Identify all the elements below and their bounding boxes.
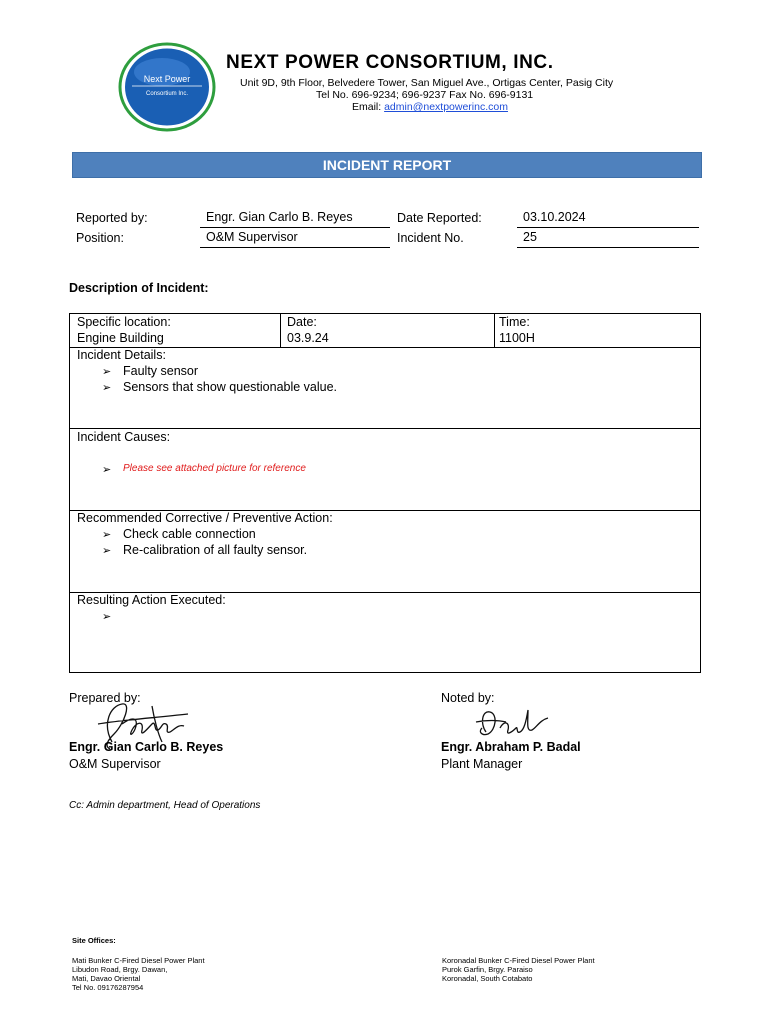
site-office-line: Libudon Road, Brgy. Dawan, [72,965,168,974]
site-office-left [72,956,205,992]
prepared-by-title: O&M Supervisor [69,757,161,771]
description-title: Description of Incident: [69,281,209,295]
bullet-arrow-icon: ➢ [102,545,112,557]
noted-by-name: Engr. Abraham P. Badal [441,740,581,754]
bullet-arrow-icon: ➢ [102,382,112,394]
time-value: 1100H [499,331,535,345]
bullet-arrow-icon: ➢ [102,529,112,541]
actions-label: Recommended Corrective / Preventive Action: [77,511,333,525]
site-office-line: Mati, Davao Oriental [72,974,141,983]
actions-item: Re-calibration of all faulty sensor. [123,543,308,557]
company-phone: Tel No. 696-9234; 696-9237 Fax No. 696-9131 [316,89,534,101]
col-divider [280,314,281,347]
date-label: Date: [287,315,317,329]
site-offices-label: Site Offices: [72,936,116,945]
actions-item: Check cable connection [123,527,256,541]
email-label: Email: [352,101,385,113]
site-office-line: Mati Bunker C-Fired Diesel Power Plant [72,956,205,965]
email-link[interactable]: admin@nextpowerinc.com [384,101,508,113]
noted-signature-image [472,702,550,742]
col-divider [494,314,495,347]
location-value: Engine Building [77,331,164,345]
site-office-right [442,956,595,983]
date-reported-label: Date Reported: [397,211,482,225]
executed-label: Resulting Action Executed: [77,593,226,607]
bullet-arrow-icon: ➢ [102,464,112,476]
site-office-line: Koronadal, South Cotabato [442,974,533,983]
site-office-line: Koronadal Bunker C-Fired Diesel Power Plant [442,956,595,965]
company-email-line [352,101,508,113]
date-reported-value: 03.10.2024 [517,210,699,228]
incident-no-value: 25 [517,230,699,248]
position-value: O&M Supervisor [200,230,390,248]
report-banner: INCIDENT REPORT [72,152,702,178]
noted-by-label: Noted by: [441,691,495,705]
time-label: Time: [499,315,530,329]
row-divider [70,428,700,429]
causes-label: Incident Causes: [77,430,171,444]
location-label: Specific location: [77,315,171,329]
reported-by-label: Reported by: [76,211,148,225]
date-value: 03.9.24 [287,331,329,345]
details-item: Faulty sensor [123,364,199,378]
reported-by-value: Engr. Gian Carlo B. Reyes [200,210,390,228]
bullet-arrow-icon: ➢ [102,366,112,378]
noted-by-title: Plant Manager [441,757,523,771]
site-office-line: Purok Garfin, Brgy. Paraiso [442,965,533,974]
incident-table [69,313,701,673]
bullet-arrow-icon: ➢ [102,611,112,623]
company-logo [118,42,216,132]
logo-line2: Consortium Inc. [145,91,189,97]
cc-line: Cc: Admin department, Head of Operations [69,800,261,811]
logo-line1: Next Power [143,74,191,84]
company-address: Unit 9D, 9th Floor, Belvedere Tower, San Miguel Ave., Ortigas Center, Pasig City [240,77,614,89]
prepared-by-name: Engr. Gian Carlo B. Reyes [69,740,224,754]
company-name: NEXT POWER CONSORTIUM, INC. [226,52,554,73]
site-office-line: Tel No. 09176287954 [72,983,144,992]
position-label: Position: [76,231,124,245]
causes-item: Please see attached picture for reference [123,463,306,474]
incident-no-label: Incident No. [397,231,464,245]
details-label: Incident Details: [77,348,166,362]
prepared-by-label: Prepared by: [69,691,141,705]
details-item: Sensors that show questionable value. [123,380,338,394]
